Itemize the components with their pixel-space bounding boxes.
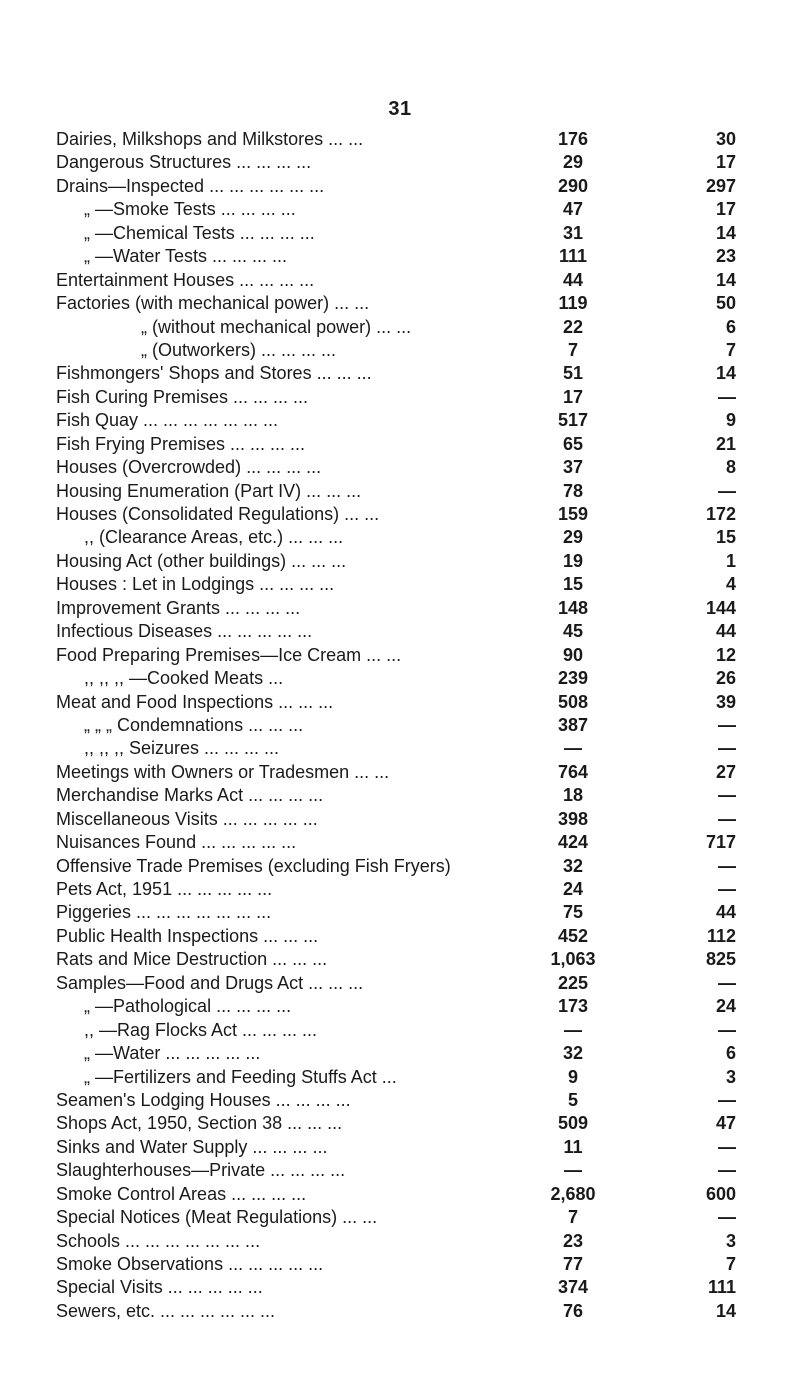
row-label: Fishmongers' Shops and Stores ... ... ... xyxy=(56,363,372,384)
row-label: Food Preparing Premises—Ice Cream ... ... xyxy=(56,644,402,665)
row-count-second: 8 xyxy=(725,457,736,478)
row-count-second: 12 xyxy=(715,644,736,665)
table-row xyxy=(56,409,736,432)
row-label: Smoke Control Areas ... ... ... ... xyxy=(56,1183,307,1204)
row-count-first: 29 xyxy=(562,527,584,548)
row-label: Nuisances Found ... ... ... ... ... xyxy=(56,832,297,853)
row-count-first: 44 xyxy=(562,269,584,290)
table-row xyxy=(56,573,736,596)
row-label: „ —Pathological ... ... ... ... xyxy=(84,996,292,1017)
row-count-first: 452 xyxy=(557,925,589,946)
row-label: Rats and Mice Destruction ... ... ... xyxy=(56,949,328,970)
table-row xyxy=(56,1066,736,1089)
row-count-first: 31 xyxy=(562,222,584,243)
row-count-first: 111 xyxy=(558,246,588,267)
table-row xyxy=(56,292,736,315)
row-label: Offensive Trade Premises (excluding Fish Fryers) xyxy=(56,855,451,876)
row-label: Housing Enumeration (Part IV) ... ... ... xyxy=(56,480,362,501)
row-count-second: — xyxy=(718,1136,736,1157)
row-count-second: 14 xyxy=(715,1300,736,1321)
table-row xyxy=(56,737,736,760)
row-count-first: 17 xyxy=(562,386,584,407)
row-label: „ —Chemical Tests ... ... ... ... xyxy=(84,222,315,243)
row-count-first: 374 xyxy=(557,1277,589,1298)
row-label: Drains—Inspected ... ... ... ... ... ... xyxy=(56,175,325,196)
row-count-second: 39 xyxy=(715,691,736,712)
row-count-second: — xyxy=(718,1089,736,1110)
row-label: ,, —Rag Flocks Act ... ... ... ... xyxy=(84,1019,318,1040)
row-count-first: 7 xyxy=(567,339,578,360)
table-row xyxy=(56,1183,736,1206)
row-count-first: 508 xyxy=(557,691,589,712)
row-count-second: — xyxy=(718,808,736,829)
row-count-second: 297 xyxy=(705,175,736,196)
table-row xyxy=(56,855,736,878)
row-label: ,, ,, ,, —Cooked Meats ... xyxy=(84,668,284,689)
row-count-first: 32 xyxy=(562,1043,584,1064)
row-count-first: 24 xyxy=(562,879,584,899)
row-count-first: 15 xyxy=(562,574,584,595)
row-count-first: 47 xyxy=(562,199,584,220)
row-count-first: 29 xyxy=(562,152,584,173)
row-count-first: 509 xyxy=(557,1113,589,1134)
row-label: Dairies, Milkshops and Milkstores ... ... xyxy=(56,129,364,149)
row-label: Fish Curing Premises ... ... ... ... xyxy=(56,386,309,407)
row-count-first: 22 xyxy=(562,316,584,337)
row-count-second: 600 xyxy=(705,1183,736,1204)
row-label: Infectious Diseases ... ... ... ... ... xyxy=(56,621,313,642)
row-count-first: 75 xyxy=(562,902,584,923)
table-row xyxy=(56,667,736,690)
row-count-first: 159 xyxy=(557,504,589,524)
row-label: Slaughterhouses—Private ... ... ... ... xyxy=(56,1160,346,1181)
row-label: Sewers, etc. ... ... ... ... ... ... xyxy=(56,1300,276,1321)
row-count-first: 65 xyxy=(562,433,584,454)
table-row xyxy=(56,175,736,198)
table-row xyxy=(56,386,736,409)
row-count-first: 78 xyxy=(562,480,584,501)
row-count-second: — xyxy=(718,738,736,759)
row-count-second: 172 xyxy=(705,504,736,524)
table-row xyxy=(56,925,736,948)
table-row xyxy=(56,245,736,268)
table-row xyxy=(56,1276,736,1299)
table-row xyxy=(56,456,736,479)
row-count-second: 26 xyxy=(715,668,736,689)
row-label: „ (Outworkers) ... ... ... ... xyxy=(141,339,337,360)
row-count-first: 398 xyxy=(557,808,589,829)
row-label: Houses (Overcrowded) ... ... ... ... xyxy=(56,457,322,478)
table-row xyxy=(56,1300,736,1323)
row-label: Smoke Observations ... ... ... ... ... xyxy=(56,1254,324,1274)
table-row xyxy=(56,901,736,924)
row-count-first: 77 xyxy=(562,1254,584,1274)
row-count-second: 17 xyxy=(715,199,736,220)
row-count-second: — xyxy=(718,1207,736,1228)
row-count-second: 144 xyxy=(705,597,736,618)
row-count-second: 717 xyxy=(705,832,736,853)
row-count-second: 4 xyxy=(725,574,736,595)
row-count-first: 176 xyxy=(557,129,589,149)
table-row xyxy=(56,597,736,620)
table-row xyxy=(56,995,736,1018)
row-label: Fish Quay ... ... ... ... ... ... ... xyxy=(56,410,279,431)
row-count-first: 11 xyxy=(563,1136,583,1157)
row-count-second: 825 xyxy=(705,949,736,970)
row-count-second: 15 xyxy=(715,527,736,548)
row-label: Schools ... ... ... ... ... ... ... xyxy=(56,1230,261,1251)
row-count-second: 27 xyxy=(715,761,736,782)
row-count-second: 23 xyxy=(715,246,736,267)
row-count-second: 17 xyxy=(715,152,736,173)
row-label: Dangerous Structures ... ... ... ... xyxy=(56,152,312,173)
inspection-table xyxy=(56,128,736,1323)
row-count-second: 9 xyxy=(725,410,736,431)
row-count-second: 47 xyxy=(715,1113,736,1134)
table-row xyxy=(56,550,736,573)
row-count-second: 24 xyxy=(715,996,736,1017)
row-label: Public Health Inspections ... ... ... xyxy=(56,925,319,946)
row-count-first: 45 xyxy=(562,621,584,642)
row-count-first: — xyxy=(564,1160,582,1181)
row-label: „ —Water ... ... ... ... ... xyxy=(84,1043,261,1064)
row-count-second: 7 xyxy=(725,339,736,360)
row-label: Seamen's Lodging Houses ... ... ... ... xyxy=(56,1089,351,1110)
row-label: Houses (Consolidated Regulations) ... ... xyxy=(56,504,380,524)
row-count-first: 173 xyxy=(557,996,589,1017)
table-row xyxy=(56,1042,736,1065)
row-count-second: 1 xyxy=(725,550,736,571)
row-count-second: — xyxy=(718,480,736,501)
row-count-first: 1,063 xyxy=(550,949,596,970)
row-count-second: 50 xyxy=(715,293,736,314)
table-row xyxy=(56,644,736,667)
table-row xyxy=(56,691,736,714)
row-label: Improvement Grants ... ... ... ... xyxy=(56,597,301,618)
row-label: „ —Smoke Tests ... ... ... ... xyxy=(84,199,296,220)
row-count-first: 76 xyxy=(562,1300,584,1321)
row-count-first: 90 xyxy=(562,644,584,665)
table-row xyxy=(56,831,736,854)
table-row xyxy=(56,128,736,151)
table-row xyxy=(56,808,736,831)
table-row xyxy=(56,620,736,643)
table-row xyxy=(56,1089,736,1112)
row-count-first: 517 xyxy=(557,410,589,431)
row-count-second: 7 xyxy=(725,1254,736,1274)
row-label: Piggeries ... ... ... ... ... ... ... xyxy=(56,902,272,923)
row-count-second: 112 xyxy=(706,925,736,946)
table-row xyxy=(56,151,736,174)
row-count-second: 111 xyxy=(707,1277,736,1298)
table-row xyxy=(56,269,736,292)
row-count-first: 19 xyxy=(562,550,584,571)
table-row xyxy=(56,526,736,549)
row-count-first: 18 xyxy=(562,785,584,806)
table-row xyxy=(56,1253,736,1276)
row-count-first: 148 xyxy=(557,597,589,618)
row-label: Pets Act, 1951 ... ... ... ... ... xyxy=(56,879,273,899)
row-count-second: 21 xyxy=(715,433,736,454)
table-row xyxy=(56,761,736,784)
row-label: Shops Act, 1950, Section 38 ... ... ... xyxy=(56,1113,343,1134)
table-row xyxy=(56,222,736,245)
table-row xyxy=(56,480,736,503)
table-row xyxy=(56,1230,736,1253)
row-count-first: 424 xyxy=(557,832,589,853)
row-count-second: — xyxy=(718,785,736,806)
row-count-second: — xyxy=(718,386,736,407)
row-label: Samples—Food and Drugs Act ... ... ... xyxy=(56,972,364,993)
table-row xyxy=(56,784,736,807)
row-count-second: 3 xyxy=(725,1066,736,1087)
table-row xyxy=(56,972,736,995)
table-row xyxy=(56,433,736,456)
table-row xyxy=(56,503,736,526)
row-count-first: 32 xyxy=(562,855,584,876)
row-count-second: 6 xyxy=(725,1043,736,1064)
table-row xyxy=(56,339,736,362)
table-row xyxy=(56,1019,736,1042)
row-count-second: — xyxy=(718,1019,736,1040)
row-label: „ —Water Tests ... ... ... ... xyxy=(84,246,288,267)
table-row xyxy=(56,878,736,901)
row-count-first: 9 xyxy=(567,1066,578,1087)
row-label: Factories (with mechanical power) ... ... xyxy=(56,293,370,314)
table-row xyxy=(56,1159,736,1182)
row-label: Meetings with Owners or Tradesmen ... ... xyxy=(56,761,390,782)
row-label: Merchandise Marks Act ... ... ... ... xyxy=(56,785,324,806)
row-count-second: — xyxy=(718,714,736,735)
row-count-second: 6 xyxy=(725,316,736,337)
row-count-first: 2,680 xyxy=(550,1183,596,1204)
row-count-first: 23 xyxy=(562,1230,584,1251)
row-count-first: 239 xyxy=(557,668,589,689)
row-count-first: 387 xyxy=(557,714,589,735)
row-count-second: 30 xyxy=(715,129,736,149)
table-row xyxy=(56,714,736,737)
table-row xyxy=(56,948,736,971)
row-count-first: 225 xyxy=(557,972,589,993)
row-count-second: — xyxy=(718,855,736,876)
row-count-first: 290 xyxy=(557,175,589,196)
row-count-first: 119 xyxy=(558,293,588,314)
row-label: „ (without mechanical power) ... ... xyxy=(141,316,412,337)
table-row xyxy=(56,1136,736,1159)
row-count-second: 3 xyxy=(725,1230,736,1251)
table-row xyxy=(56,316,736,339)
row-count-second: 44 xyxy=(715,621,736,642)
row-count-second: — xyxy=(718,879,736,899)
row-label: Miscellaneous Visits ... ... ... ... ... xyxy=(56,808,318,829)
row-count-second: 14 xyxy=(715,269,736,290)
row-label: Entertainment Houses ... ... ... ... xyxy=(56,269,315,290)
table-row xyxy=(56,1206,736,1229)
row-label: Sinks and Water Supply ... ... ... ... xyxy=(56,1136,328,1157)
row-count-first: 764 xyxy=(557,761,589,782)
table-row xyxy=(56,362,736,385)
row-label: Houses : Let in Lodgings ... ... ... ... xyxy=(56,574,335,595)
table-row xyxy=(56,198,736,221)
row-label: Fish Frying Premises ... ... ... ... xyxy=(56,433,306,454)
row-count-second: 44 xyxy=(715,902,736,923)
page-number: 31 xyxy=(388,98,412,120)
row-label: ,, (Clearance Areas, etc.) ... ... ... xyxy=(84,527,344,548)
row-label: „ „ „ Condemnations ... ... ... xyxy=(84,714,304,735)
row-count-first: 51 xyxy=(562,363,584,384)
table-row xyxy=(56,1112,736,1135)
row-count-second: — xyxy=(718,1160,736,1181)
row-count-second: — xyxy=(718,972,736,993)
row-label: Special Notices (Meat Regulations) ... ... xyxy=(56,1207,378,1228)
row-count-second: 14 xyxy=(715,222,736,243)
row-label: ,, ,, ,, Seizures ... ... ... ... xyxy=(84,738,280,759)
row-label: Meat and Food Inspections ... ... ... xyxy=(56,691,334,712)
row-label: „ —Fertilizers and Feeding Stuffs Act ... xyxy=(84,1066,397,1087)
row-count-first: 7 xyxy=(567,1207,578,1228)
row-count-first: 37 xyxy=(562,457,584,478)
row-label: Housing Act (other buildings) ... ... ... xyxy=(56,550,347,571)
row-count-first: — xyxy=(564,1019,582,1040)
row-count-first: 5 xyxy=(567,1089,578,1110)
row-label: Special Visits ... ... ... ... ... xyxy=(56,1277,263,1298)
row-count-first: — xyxy=(564,738,582,759)
row-count-second: 14 xyxy=(715,363,736,384)
